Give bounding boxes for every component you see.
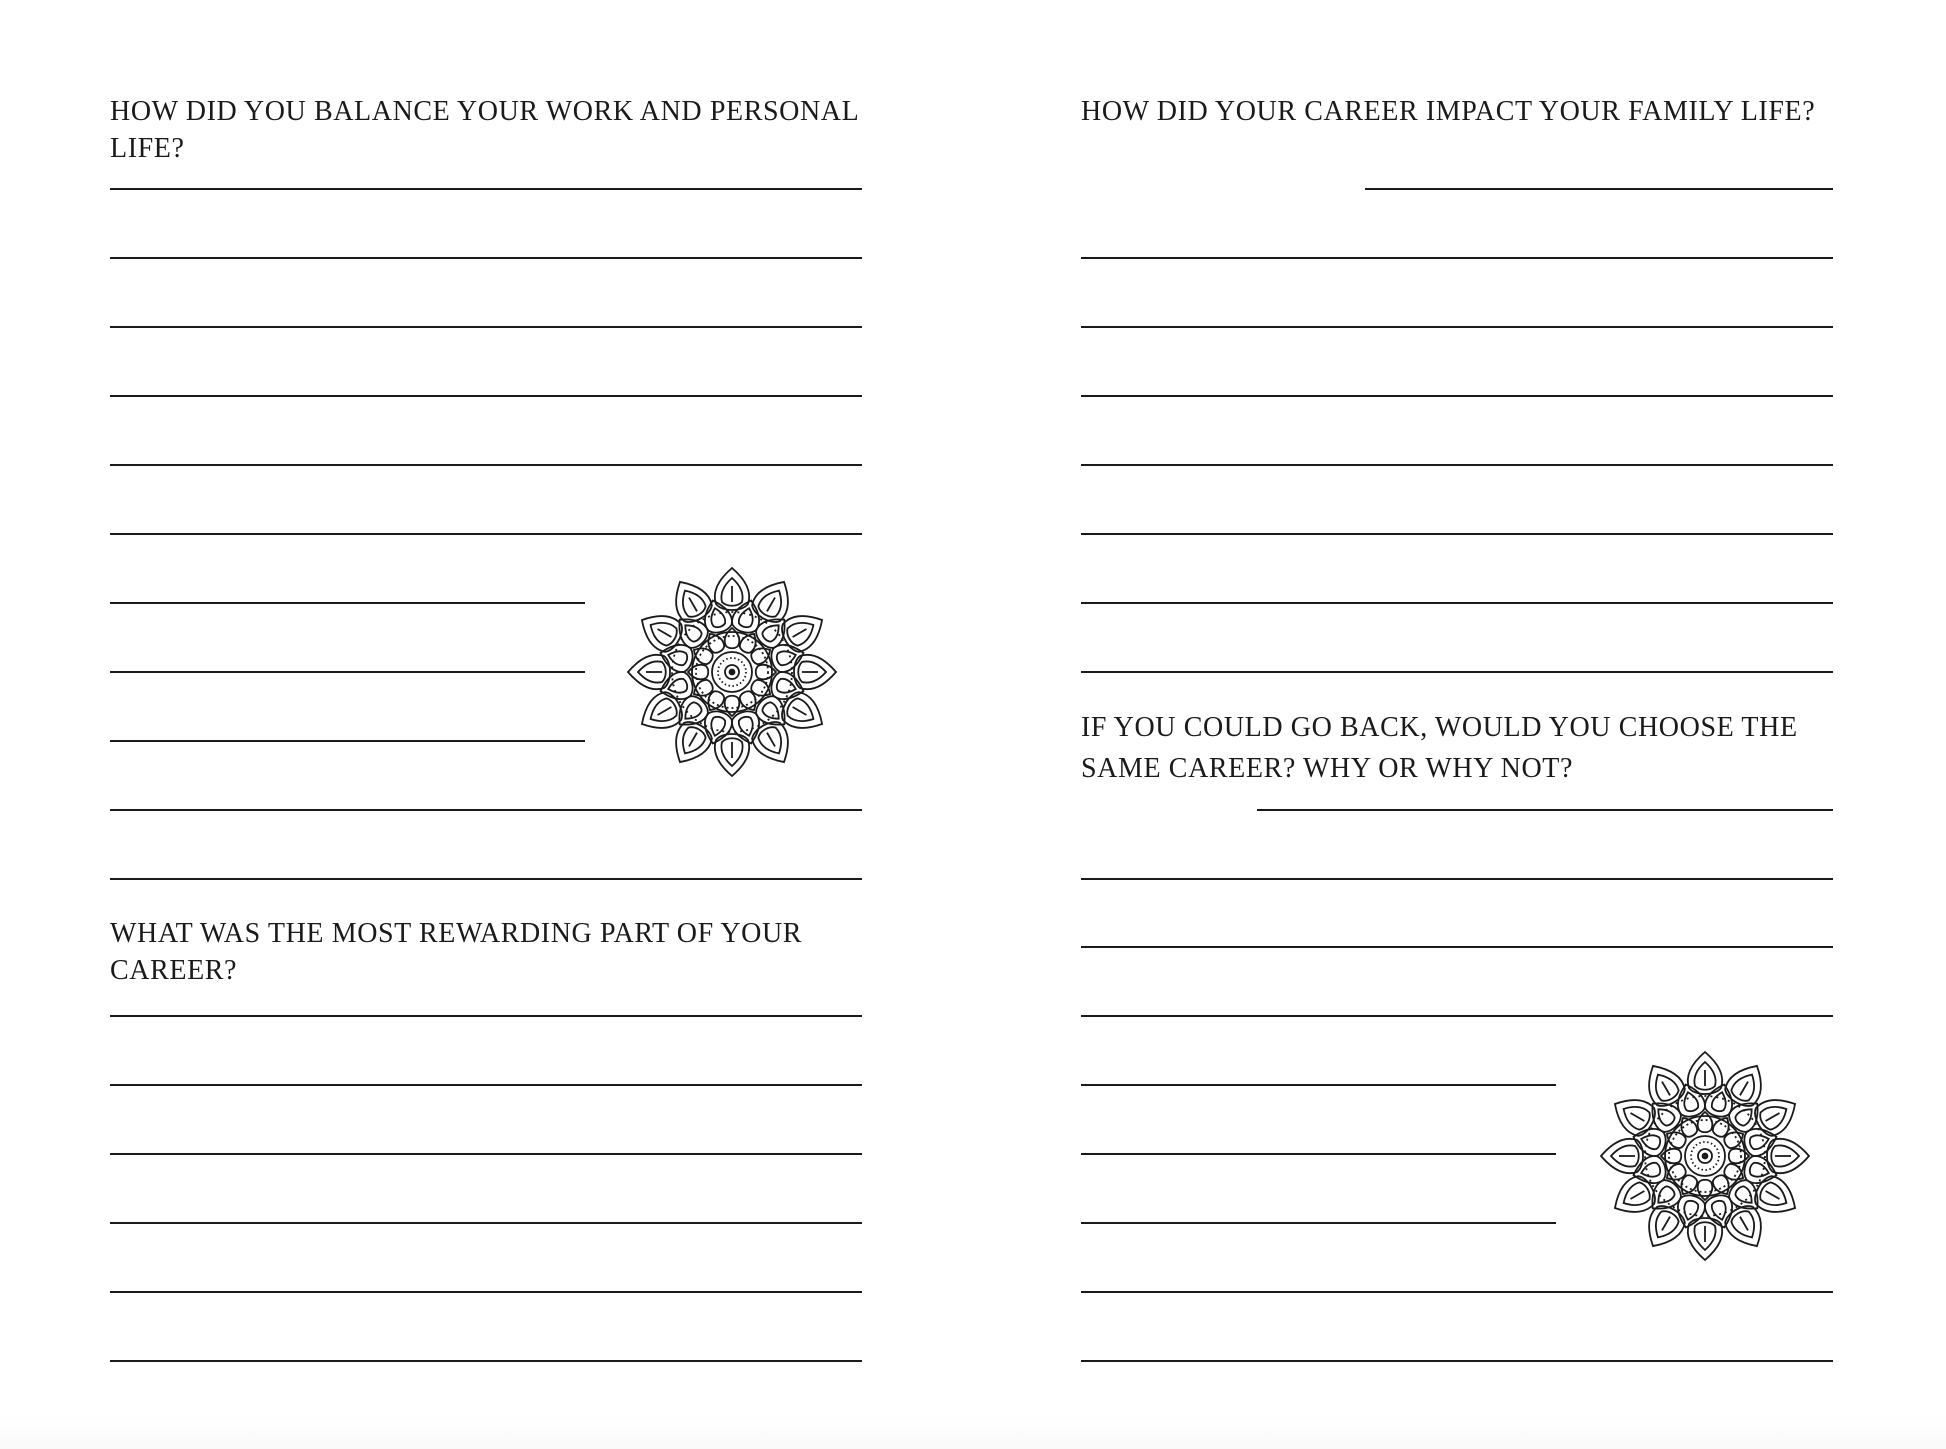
answer-line[interactable] [1081,878,1833,880]
answer-line[interactable] [1081,1015,1833,1017]
answer-line[interactable] [1081,464,1833,466]
answer-line[interactable] [110,464,862,466]
answer-line[interactable] [1081,1084,1556,1086]
answer-line[interactable] [110,1360,862,1362]
answer-line[interactable] [110,602,585,604]
question-rewarding: WHAT WAS THE MOST REWARDING PART OF YOUR CAREER? [110,918,803,986]
question-balance: HOW DID YOU BALANCE YOUR WORK AND PERSONAL LIFE? [110,96,859,164]
answer-line[interactable] [1081,257,1833,259]
answer-line[interactable] [110,671,585,673]
right-page [973,0,1946,1449]
answer-line[interactable] [110,1222,862,1224]
answer-line[interactable] [1365,188,1833,190]
answer-line[interactable] [110,1015,862,1017]
answer-line[interactable] [1081,326,1833,328]
answer-line[interactable] [110,533,862,535]
answer-line[interactable] [110,395,862,397]
answer-line[interactable] [110,257,862,259]
answer-line[interactable] [1081,1153,1556,1155]
answer-line[interactable] [1081,671,1833,673]
answer-line[interactable] [1081,1360,1833,1362]
answer-line[interactable] [1081,1222,1556,1224]
answer-line[interactable] [1081,395,1833,397]
mandala-icon [622,562,842,782]
answer-line[interactable] [110,188,862,190]
answer-line[interactable] [1257,809,1833,811]
answer-line[interactable] [1081,533,1833,535]
answer-line[interactable] [110,1291,862,1293]
answer-line[interactable] [1081,602,1833,604]
answer-line[interactable] [110,1153,862,1155]
answer-line[interactable] [1081,946,1833,948]
answer-line[interactable] [110,740,585,742]
answer-line[interactable] [110,809,862,811]
answer-line[interactable] [110,1084,862,1086]
mandala-icon [1595,1046,1815,1266]
answer-line[interactable] [110,878,862,880]
question-go-back: IF YOU COULD GO BACK, WOULD YOU CHOOSE THE SAME CAREER? WHY OR WHY NOT? [1081,712,1798,784]
question-family-impact: HOW DID YOUR CAREER IMPACT YOUR FAMILY LIFE? [1081,96,1816,127]
answer-line[interactable] [110,326,862,328]
answer-line[interactable] [1081,1291,1833,1293]
